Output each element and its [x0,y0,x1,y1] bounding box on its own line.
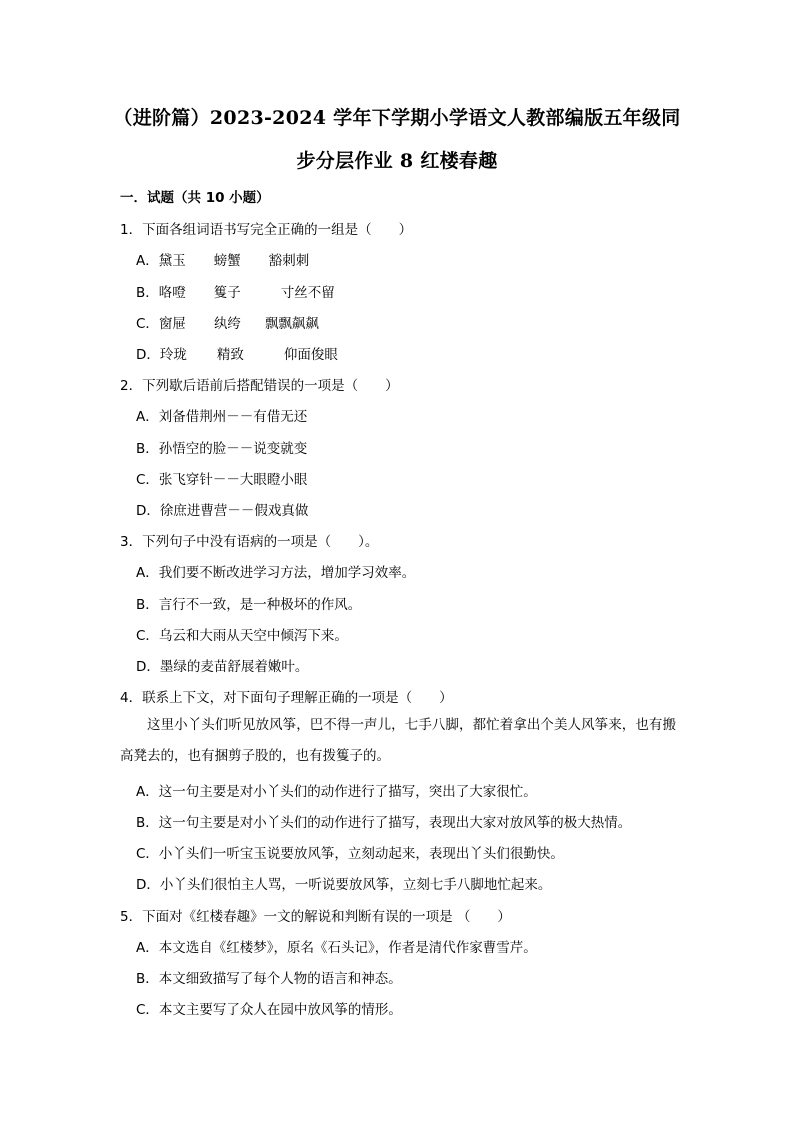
question-3-stem: 3．下列句子中没有语病的一项是（ ）。 [120,534,379,550]
question-4-option-c: C．小丫头们一听宝玉说要放风筝，立刻动起来，表现出丫头们很勤快。 [136,846,564,862]
question-1-option-d: D．玲珑 精致 仰面俊眼 [136,347,338,363]
section-heading: 一．试题（共 10 小题） [120,190,270,206]
question-4-option-b: B．这一句主要是对小丫头们的动作进行了描写，表现出大家对放风筝的极大热情。 [136,815,632,831]
question-2-stem: 2．下列歇后语前后搭配错误的一项是（ ） [120,378,399,394]
question-3-option-c: C．乌云和大雨从天空中倾泻下来。 [136,628,348,644]
question-2-option-c: C．张飞穿针－－大眼瞪小眼 [136,472,308,488]
question-1-option-a: A．黛玉 螃蟹 豁刺刺 [136,253,310,269]
question-5-option-a: A．本文选自《红楼梦》，原名《石头记》，作者是清代作家曹雪芹。 [136,940,537,956]
question-2-option-b: B．孙悟空的脸－－说变就变 [136,441,308,457]
page-title-continued: 步分层作业 8 红楼春趣 [296,150,498,172]
question-4-option-d: D．小丫头们很怕主人骂，一听说要放风筝，立刻七手八脚地忙起来。 [136,877,552,893]
question-5-stem: 5．下面对《红楼春趣》一文的解说和判断有误的一项是 （ ） [120,909,511,925]
question-4-passage: 这里小丫头们听见放风筝，巴不得一声儿，七手八脚，都忙着拿出个美人风筝来，也有搬高凳去的，也有捆剪子股的，也有拨篗子的。 [120,717,676,764]
question-2-option-d: D．徐庶进曹营－－假戏真做 [136,503,309,519]
question-5-option-b: B．本文细致描写了每个人物的语言和神态。 [136,971,402,987]
question-1-option-b: B．咯噔 篗子 寸丝不留 [136,285,335,301]
question-1-option-c: C．窗屉 纨绔 飘飘飙飙 [136,316,319,332]
question-1-stem: 1．下面各组词语书写完全正确的一组是（ ） [120,222,413,238]
question-3-option-a: A．我们要不断改进学习方法，增加学习效率。 [136,565,416,581]
question-3-option-d: D．墨绿的麦苗舒展着嫩叶。 [136,659,309,675]
question-4-option-a: A．这一句主要是对小丫头们的动作进行了描写，突出了大家很忙。 [136,784,537,800]
question-3-option-b: B．言行不一致，是一种极坏的作风。 [136,597,362,613]
question-4-stem: 4．联系上下文，对下面句子理解正确的一项是（ ） [120,690,453,706]
page-title: （进阶篇）2023-2024 学年下学期小学语文人教部编版五年级同 [113,107,681,129]
question-5-option-c: C．本文主要写了众人在园中放风筝的情形。 [136,1002,402,1018]
question-2-option-a: A．刘备借荆州－－有借无还 [136,409,308,425]
